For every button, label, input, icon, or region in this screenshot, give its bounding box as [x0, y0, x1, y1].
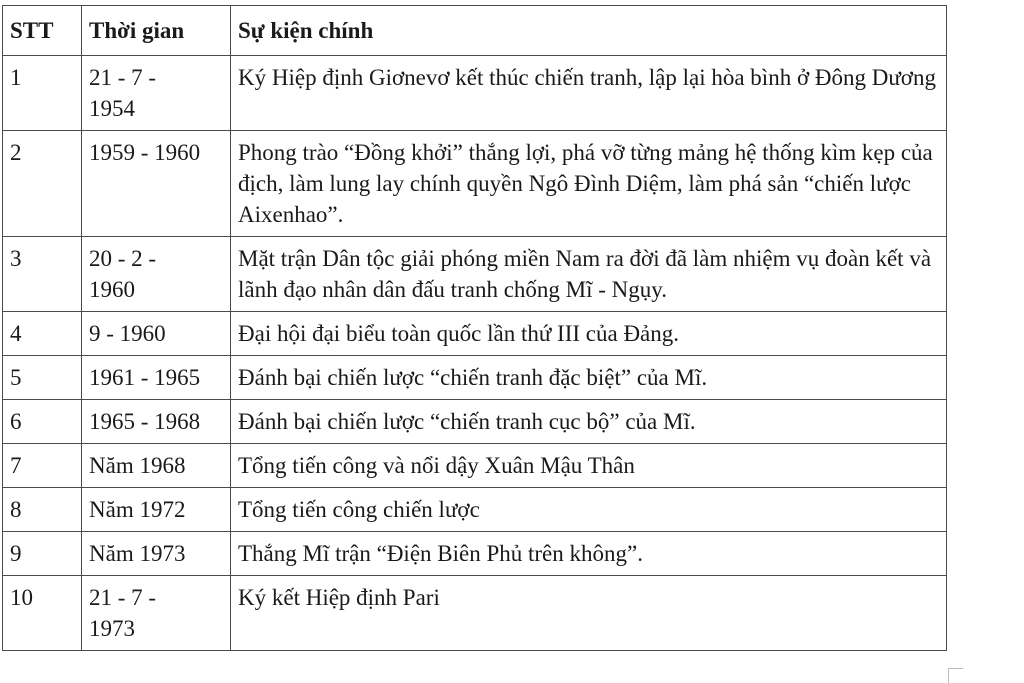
cell-event: Ký kết Hiệp định Pari: [231, 576, 947, 651]
cell-stt: 3: [3, 237, 82, 312]
table-row: [3, 356, 947, 400]
cell-time: 21 - 7 - 1973: [82, 576, 231, 651]
cell-stt: 6: [3, 400, 82, 444]
header-row: [3, 6, 947, 56]
cell-event: Tổng tiến công và nổi dậy Xuân Mậu Thân: [231, 444, 947, 488]
cell-time: Năm 1968: [82, 444, 231, 488]
cell-stt: 10: [3, 576, 82, 651]
cell-time: 1965 - 1968: [82, 400, 231, 444]
table-row: [3, 237, 947, 312]
table-row: [3, 131, 947, 237]
table-row: [3, 576, 947, 651]
table-row: [3, 444, 947, 488]
header-event: Sự kiện chính: [231, 6, 947, 56]
cell-stt: 5: [3, 356, 82, 400]
cell-stt: 4: [3, 312, 82, 356]
cell-event: Đánh bại chiến lược “chiến tranh đặc biệt” của Mĩ.: [231, 356, 947, 400]
cell-time: Năm 1972: [82, 488, 231, 532]
cell-event: Thắng Mĩ trận “Điện Biên Phủ trên không”.: [231, 532, 947, 576]
cell-time: 1959 - 1960: [82, 131, 231, 237]
cell-time: Năm 1973: [82, 532, 231, 576]
cell-stt: 7: [3, 444, 82, 488]
cell-event: Ký Hiệp định Giơnevơ kết thúc chiến tranh, lập lại hòa bình ở Đông Dương: [231, 56, 947, 131]
cell-time: 1961 - 1965: [82, 356, 231, 400]
table-row: [3, 400, 947, 444]
cell-event: Phong trào “Đồng khởi” thắng lợi, phá vỡ từng mảng hệ thống kìm kẹp của địch, làm lung lay chính quyền Ngô Đình Diệm, làm phá sản “chiến lược Aixenhao”.: [231, 131, 947, 237]
cell-event: Mặt trận Dân tộc giải phóng miền Nam ra đời đã làm nhiệm vụ đoàn kết và lãnh đạo nhân dân đấu tranh chống Mĩ - Ngụy.: [231, 237, 947, 312]
cell-event: Đại hội đại biểu toàn quốc lần thứ III của Đảng.: [231, 312, 947, 356]
header-time: Thời gian: [82, 6, 231, 56]
cell-event: Đánh bại chiến lược “chiến tranh cục bộ” của Mĩ.: [231, 400, 947, 444]
table-row: [3, 56, 947, 131]
table-row: [3, 312, 947, 356]
cell-stt: 2: [3, 131, 82, 237]
cell-time: 20 - 2 - 1960: [82, 237, 231, 312]
cell-time: 9 - 1960: [82, 312, 231, 356]
cell-event: Tổng tiến công chiến lược: [231, 488, 947, 532]
table-row: [3, 488, 947, 532]
cell-stt: 1: [3, 56, 82, 131]
events-table: [2, 5, 947, 651]
table-row: [3, 532, 947, 576]
table-resize-handle[interactable]: [948, 668, 963, 683]
cell-stt: 8: [3, 488, 82, 532]
header-stt: STT: [3, 6, 82, 56]
cell-time: 21 - 7 - 1954: [82, 56, 231, 131]
cell-stt: 9: [3, 532, 82, 576]
